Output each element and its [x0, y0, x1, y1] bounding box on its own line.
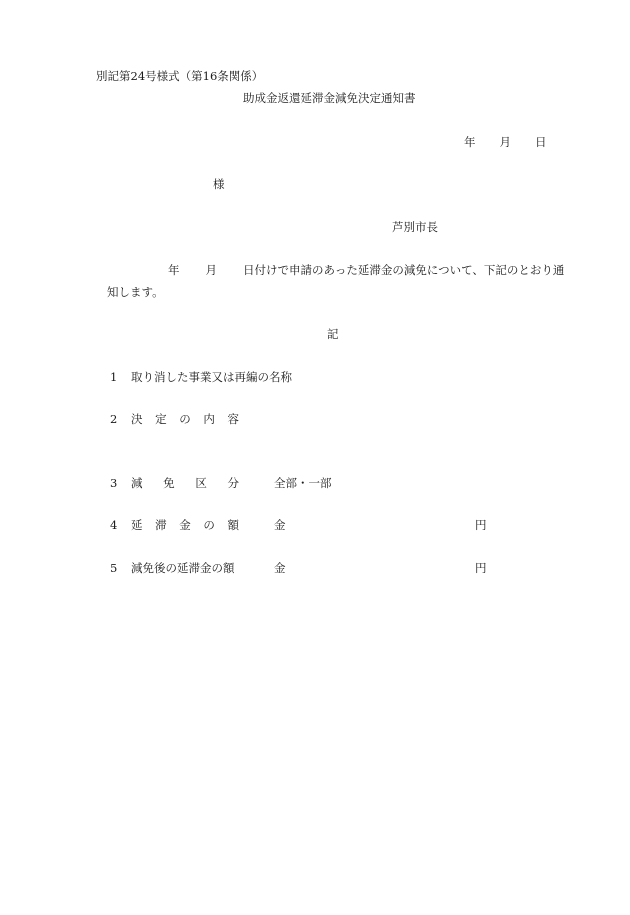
label-char: の [179, 412, 191, 426]
item-2 [110, 414, 239, 426]
label-char: 決 [131, 412, 143, 426]
item-number: 2 [110, 412, 118, 426]
item-value: 全部・一部 [274, 476, 332, 490]
item-5 [110, 561, 487, 575]
body-year: 年 [168, 263, 180, 277]
date-month: 月 [499, 135, 511, 149]
body-text-line-1 [168, 265, 564, 277]
item-label [131, 478, 239, 490]
label-char: 金 [179, 518, 191, 532]
label-char: 内 [203, 412, 215, 426]
item-number: 1 [110, 370, 118, 384]
label-char: 分 [227, 476, 239, 490]
form-number-label: 別記第24号様式（第16条関係） [96, 69, 264, 83]
label-char: 免 [163, 476, 175, 490]
ki-heading: 記 [327, 327, 339, 341]
date-day: 日 [535, 135, 547, 149]
item-number: 5 [110, 561, 118, 575]
item-number: 3 [110, 476, 118, 490]
item-3 [110, 476, 332, 490]
issuer-name: 芦別市長 [392, 220, 438, 234]
body-rest: 日付けで申請のあった延滞金の減免について、下記のとおり通 [243, 263, 565, 277]
item-number: 4 [110, 518, 118, 532]
label-char: 延 [131, 518, 143, 532]
label-char: 容 [227, 412, 239, 426]
item-unit: 円 [475, 561, 487, 575]
body-month: 月 [205, 263, 217, 277]
date-line [464, 137, 547, 149]
document-title: 助成金返還延滞金減免決定通知書 [243, 91, 416, 105]
item-label: 取り消した事業又は再編の名称 [131, 370, 292, 384]
label-char: 滞 [155, 518, 167, 532]
item-label [131, 520, 239, 532]
item-value: 金 [274, 561, 286, 575]
label-char: 額 [227, 518, 239, 532]
label-char: 減 [131, 476, 143, 490]
item-4 [110, 518, 487, 532]
item-value: 金 [274, 518, 286, 532]
item-label: 減免後の延滞金の額 [131, 561, 235, 575]
date-year: 年 [464, 135, 476, 149]
label-char: の [203, 518, 215, 532]
body-text-line-2: 知します。 [107, 285, 164, 299]
item-1 [110, 372, 292, 384]
label-char: 定 [155, 412, 167, 426]
label-char: 区 [195, 476, 207, 490]
addressee-suffix: 様 [213, 177, 225, 191]
item-unit: 円 [475, 518, 487, 532]
item-label [131, 414, 239, 426]
